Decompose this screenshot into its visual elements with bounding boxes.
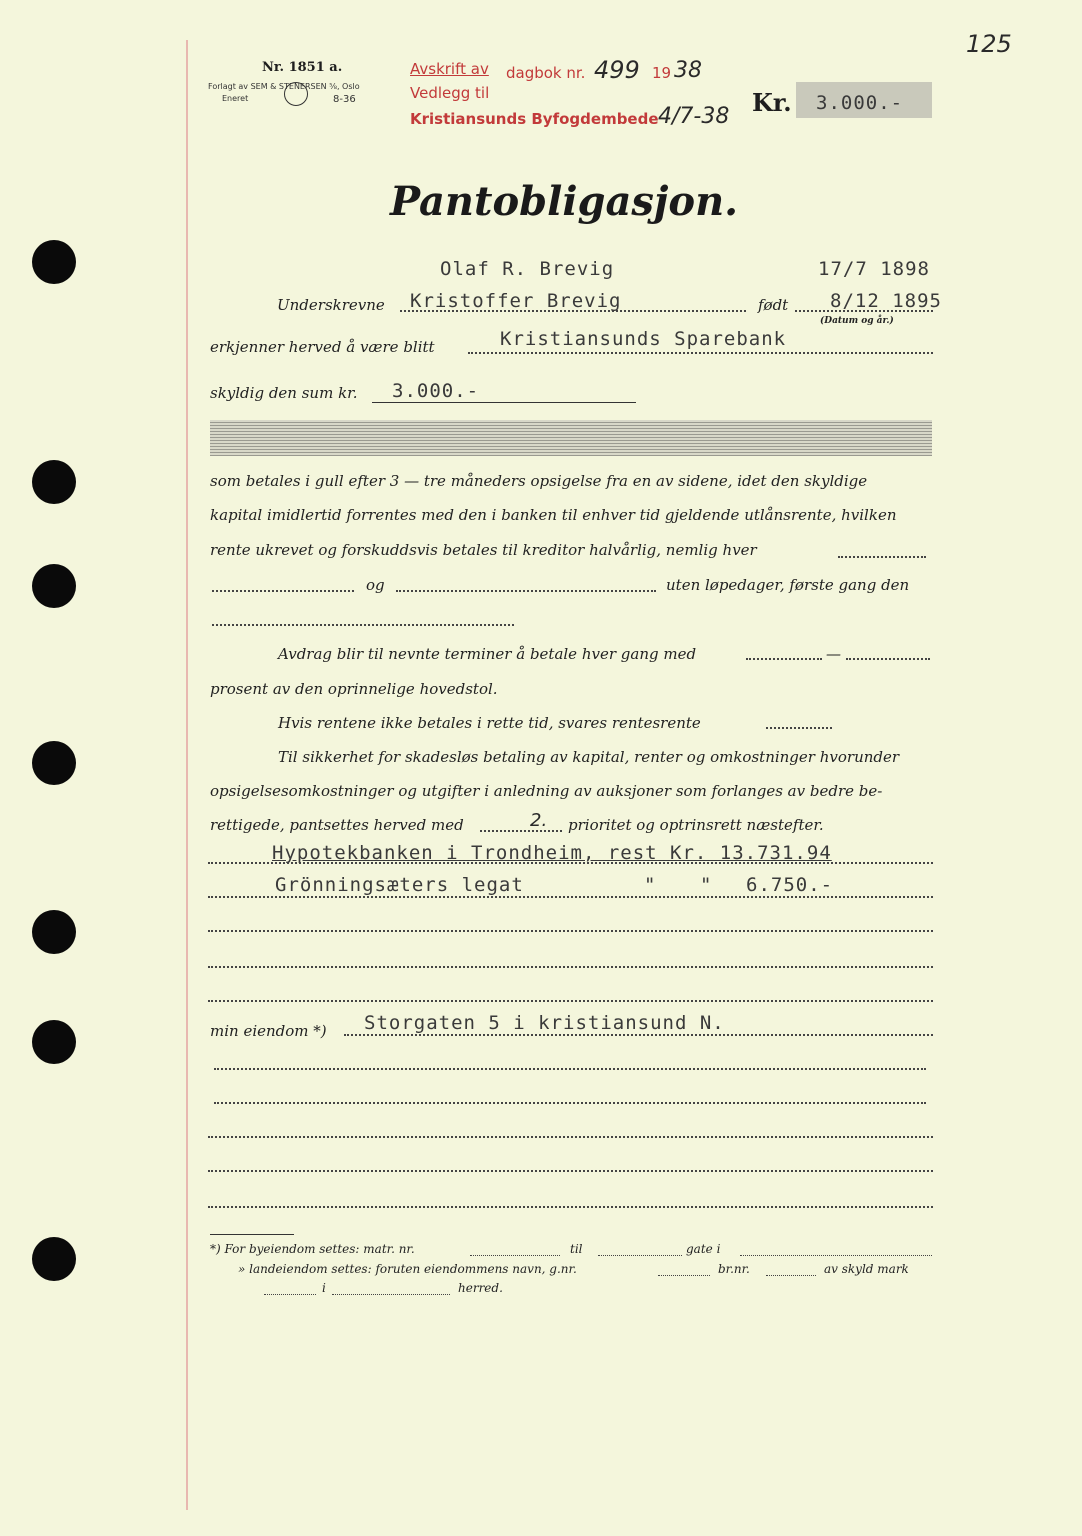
terms-p4-line2: opsigelsesomkostninger og utgifter i anledning av auksjoner som forlanges av bedre be- [210, 782, 883, 800]
label-creditor: erkjenner herved å være blitt [210, 338, 435, 356]
terms-p1-line4: uten løpedager, første gang den [666, 576, 910, 594]
label-undersigned: Underskrevne [277, 296, 385, 314]
terms-p4-line1: Til sikkerhet for skadesløs betaling av kapital, renter og omkostninger hvorunder [278, 748, 900, 766]
creditor-name: Kristiansunds Sparebank [500, 328, 787, 350]
terms-p2-line1: Avdrag blir til nevnte terminer å betale hver gang med [278, 645, 697, 663]
debtor-name-2: Kristoffer Brevig [410, 290, 622, 312]
stamp-date: 4/7-38 [658, 104, 730, 129]
debtor-date-1: 17/7 1898 [818, 258, 930, 280]
binder-hole-5 [32, 910, 76, 954]
stamp-year-prefix: 19 [652, 64, 672, 82]
page-number: 125 [966, 30, 1012, 58]
hatched-divider [210, 420, 932, 456]
prior-lien-2-amount: 6.750.- [746, 874, 834, 896]
terms-p4-line3a: rettigede, pantsettes herved med [210, 816, 464, 834]
footnote-line1c: gate i [686, 1242, 721, 1256]
footnote-line2b: br.nr. [718, 1262, 750, 1276]
binder-hole-6 [32, 1020, 76, 1064]
footnote-line3a: i [322, 1281, 326, 1295]
document-title: Pantobligasjon. [390, 178, 739, 225]
stamp-line2: Vedlegg til [410, 84, 490, 102]
publisher-date: 8-36 [333, 94, 356, 105]
terms-p4-line3b: prioritet og optrinsrett næstefter. [568, 816, 824, 834]
publisher-line: Forlagt av SEM & STENERSEN ⅝, Oslo [208, 82, 360, 91]
debtor-name-1: Olaf R. Brevig [440, 258, 615, 280]
binder-hole-4 [32, 741, 76, 785]
binder-hole-2 [32, 460, 76, 504]
footnote-line3b: herred. [458, 1281, 503, 1295]
publisher-logo [284, 82, 308, 106]
terms-p1-line1: som betales i gull efter 3 — tre måneders opsigelse fra en av sidene, idet den skyldige [210, 472, 868, 490]
stamp-line1: Avskrift av [410, 60, 489, 78]
amount-value: 3.000.- [816, 92, 904, 114]
label-debt: skyldig den sum kr. [210, 384, 358, 402]
footnote-line2c: av skyld mark [824, 1262, 909, 1276]
terms-p1-og: og [366, 576, 385, 594]
footnote-rule [210, 1234, 294, 1235]
prior-lien-2-ditto-2: " [700, 874, 713, 896]
terms-p2-line2: prosent av den oprinnelige hovedstol. [210, 680, 498, 698]
stamp-dagbok-label: dagbok nr. [506, 64, 586, 82]
debt-value: 3.000.- [392, 380, 480, 402]
publisher-eneret: Eneret [222, 94, 249, 103]
terms-p2-dash: — [826, 645, 841, 663]
stamp-year-suffix: 38 [674, 58, 702, 83]
date-hint: (Datum og år.) [820, 316, 894, 326]
amount-label: Kr. [752, 88, 792, 117]
prior-lien-2-ditto-1: " [644, 874, 657, 896]
stamp-line3: Kristiansunds Byfogdembede [410, 110, 659, 128]
property-value: Storgaten 5 i kristiansund N. [364, 1012, 725, 1034]
form-number: Nr. 1851 a. [262, 60, 343, 75]
binder-hole-3 [32, 564, 76, 608]
footnote-line2a: » landeiendom settes: foruten eiendommens navn, g.nr. [238, 1262, 577, 1276]
terms-p1-line3: rente ukrevet og forskuddsvis betales til kreditor halvårlig, nemlig hver [210, 541, 757, 559]
debtor-date-2: 8/12 1895 [830, 290, 942, 312]
margin-rule [186, 40, 188, 1510]
footnote-line1a: *) For byeiendom settes: matr. nr. [210, 1242, 415, 1256]
label-born: født [758, 296, 789, 314]
terms-p1-line2: kapital imidlertid forrentes med den i banken til enhver tid gjeldende utlånsrente, hvilken [210, 506, 897, 524]
label-property: min eiendom *) [210, 1022, 327, 1040]
binder-hole-7 [32, 1237, 76, 1281]
prior-lien-1: Hypotekbanken i Trondheim, rest Kr. 13.731.94 [272, 842, 832, 864]
binder-hole-1 [32, 240, 76, 284]
footnote-line1b: til [570, 1242, 583, 1256]
stamp-dagbok-number: 499 [594, 56, 640, 84]
terms-p3: Hvis rentene ikke betales i rette tid, svares rentesrente [278, 714, 701, 732]
terms-priority: 2. [530, 810, 548, 831]
prior-lien-2: Grönningsæters legat [275, 874, 524, 896]
